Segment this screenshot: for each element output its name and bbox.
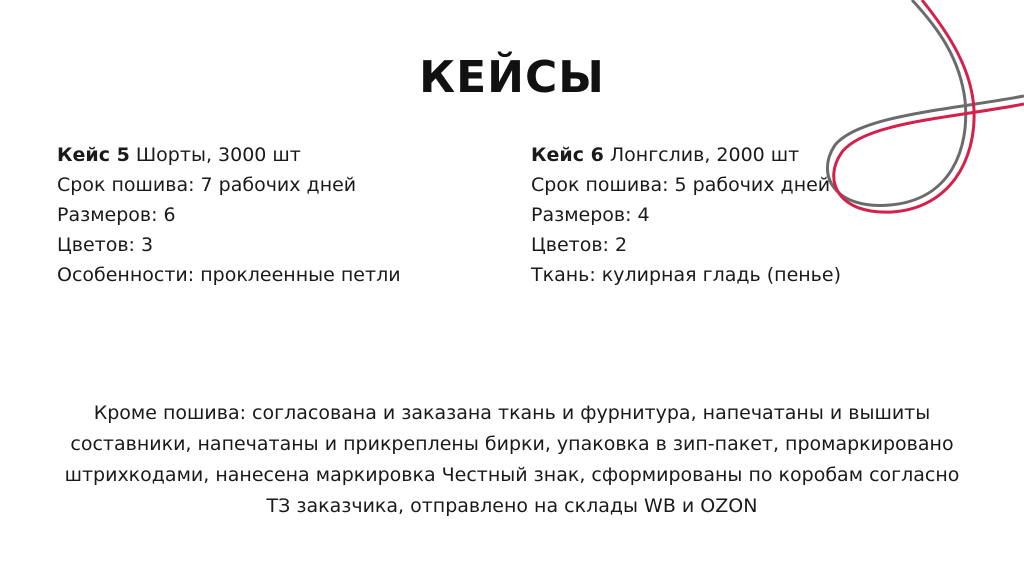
case-5-name: Шорты, 3000 шт <box>129 144 301 166</box>
summary-line: ТЗ заказчика, отправлено на склады WB и OZON <box>266 495 758 517</box>
case-5-label: Кейс 5 <box>57 144 130 166</box>
summary-line: Кроме пошива: согласована и заказана ткань и фурнитура, напечатаны и вышиты <box>93 402 931 424</box>
summary-line: штрихкодами, нанесена маркировка Честный знак, сформированы по коробам согласно <box>64 464 960 486</box>
case-6-line: Размеров: 4 <box>531 204 650 226</box>
case-6-line: Ткань: кулирная гладь (пенье) <box>531 264 841 286</box>
summary-paragraph <box>60 398 964 522</box>
case-6-line: Срок пошива: 5 рабочих дней <box>531 174 831 196</box>
case-6-block <box>531 140 951 290</box>
case-5-header <box>57 140 497 170</box>
summary-line: составники, напечатаны и прикреплены бирки, упаковка в зип-пакет, промаркировано <box>70 433 954 455</box>
case-6-label: Кейс 6 <box>531 144 604 166</box>
case-6-name: Лонгслив, 2000 шт <box>603 144 800 166</box>
case-5-line: Цветов: 3 <box>57 234 154 256</box>
case-6-header <box>531 140 951 170</box>
case-6-line: Цветов: 2 <box>531 234 628 256</box>
page-title: КЕЙСЫ <box>419 52 605 103</box>
case-5-block <box>57 140 497 290</box>
case-5-line: Особенности: проклеенные петли <box>57 264 401 286</box>
case-5-line: Срок пошива: 7 рабочих дней <box>57 174 357 196</box>
case-5-line: Размеров: 6 <box>57 204 176 226</box>
